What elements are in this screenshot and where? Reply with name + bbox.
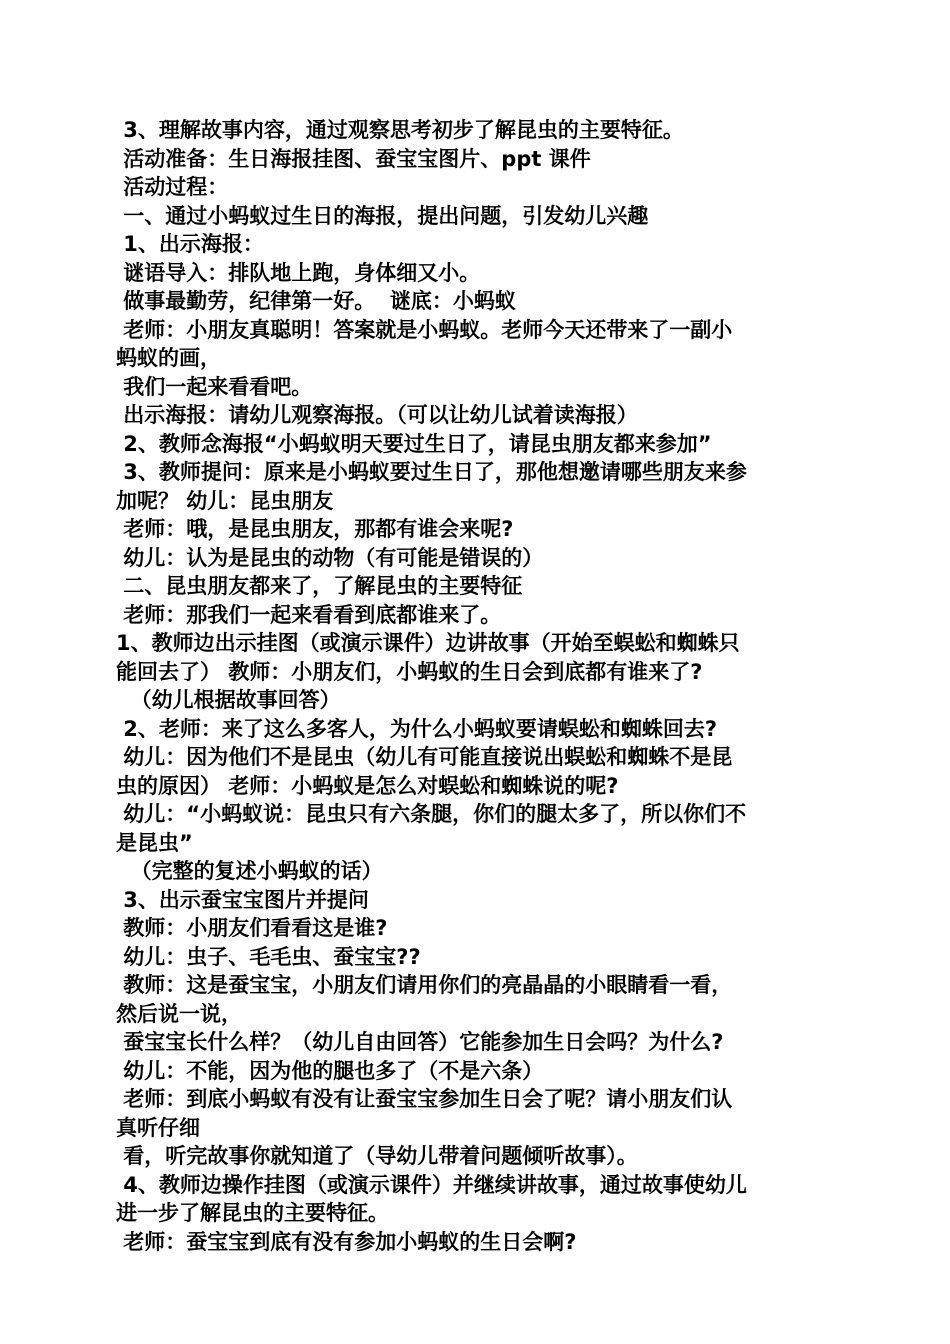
text-line: 3、理解故事内容，通过观察思考初步了解昆虫的主要特征。 [116,118,684,142]
text-line: 1、出示海报： [116,232,264,256]
text-line: 做事最勤劳，纪律第一好。 谜底：小蚂蚁 [116,289,516,313]
text-line: 2、教师念海报“小蚂蚁明天要过生日了，请昆虫朋友都来参加” [116,431,712,456]
text-line: 二、昆虫朋友都来了，了解昆虫的主要特征 [116,574,523,598]
text-line: 幼儿：虫子、毛毛虫、蚕宝宝?? [116,944,421,969]
text-line: 蚂蚁的画， [116,346,221,370]
text-line: 老师：小朋友真聪明！答案就是小蚂蚁。老师今天还带来了一副小 [116,317,733,342]
text-line: 是昆虫” [116,830,193,855]
text-line: 真听仔细 [116,1115,200,1140]
text-line: 加呢？ 幼儿：昆虫朋友 [116,488,334,513]
text-line: 能回去了） 教师：小朋友们，小蚂蚁的生日会到底都有谁来了? [116,659,703,684]
text-line: 幼儿：因为他们不是昆虫（幼儿有可能直接说出蜈蚣和蜘蛛不是昆 [116,745,733,769]
text-line: 然后说一说， [116,1001,242,1026]
text-line: 虫的原因） 老师：小蚂蚁是怎么对蜈蚣和蜘蛛说的呢? [116,773,619,798]
text-line: 一、通过小蚂蚁过生日的海报，提出问题，引发幼儿兴趣 [116,203,649,228]
text-line: 进一步了解昆虫的主要特征。 [116,1201,389,1225]
text-line: 4、教师边操作挂图（或演示课件）并继续讲故事，通过故事使幼儿 [116,1172,747,1197]
text-line: 教师：这是蚕宝宝，小朋友们请用你们的亮晶晶的小眼睛看一看， [116,973,733,997]
text-line: 3、出示蚕宝宝图片并提问 [116,887,369,912]
text-line: （幼儿根据故事回答） [116,688,341,712]
text-line: 看，听完故事你就知道了（导幼儿带着问题倾听故事）。 [116,1144,638,1168]
text-line: 老师：哦，是昆虫朋友，那都有谁会来呢? [116,517,514,541]
text-line: 1、教师边出示挂图（或演示课件）边讲故事（开始至蜈蚣和蜘蛛只 [116,631,740,655]
text-line: 活动过程： [116,175,229,199]
text-line: 2、老师：来了这么多客人，为什么小蚂蚁要请蜈蚣和蜘蛛回去? [116,716,718,741]
text-line: 幼儿：认为是昆虫的动物（有可能是错误的） [116,545,544,570]
text-line: 蚕宝宝长什么样？（幼儿自由回答）它能参加生日会吗？为什么? [116,1030,724,1054]
text-line: 幼儿：“小蚂蚁说：昆虫只有六条腿，你们的腿太多了，所以你们不 [116,802,747,826]
text-line: 活动准备：生日海报挂图、蚕宝宝图片、ppt 课件 [116,146,591,171]
text-line: 幼儿：不能，因为他的腿也多了（不是六条） [116,1058,544,1083]
text-line: （完整的复述小蚂蚁的话） [116,859,383,883]
text-line: 我们一起来看看吧。 [116,374,313,399]
document-body [116,116,836,1256]
text-line: 老师：蚕宝宝到底有没有参加小蚂蚁的生日会啊? [116,1229,577,1254]
text-line: 老师：到底小蚂蚁有没有让蚕宝宝参加生日会了呢？请小朋友们认 [116,1087,733,1111]
text-line: 老师：那我们一起来看看到底都谁来了。 [116,602,502,627]
text-line: 教师：小朋友们看看这是谁? [116,916,388,940]
text-line: 出示海报：请幼儿观察海报。（可以让幼儿试着读海报） [116,403,638,427]
text-line: 谜语导入：排队地上跑，身体细又小。 [116,260,481,285]
text-line: 3、教师提问：原来是小蚂蚁要过生日了，那他想邀请哪些朋友来参 [116,460,747,484]
